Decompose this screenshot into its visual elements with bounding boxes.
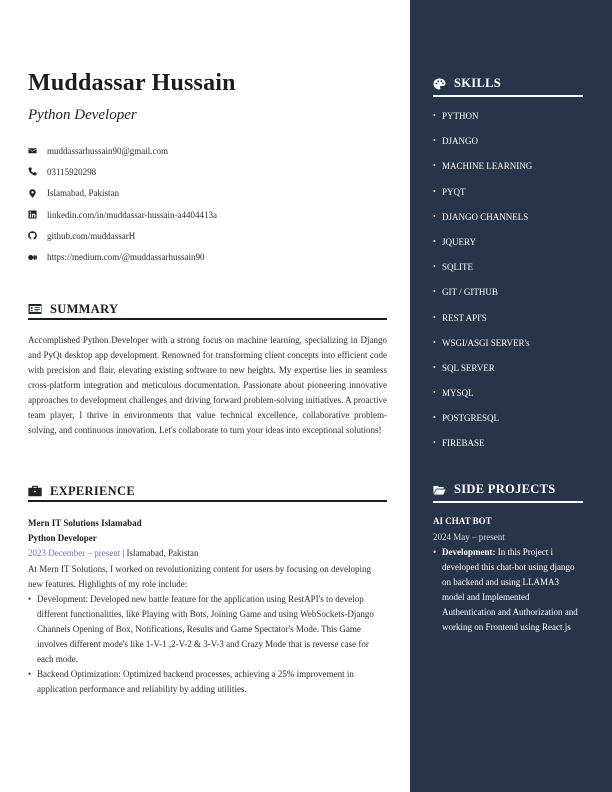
experience-separator: | <box>120 548 127 558</box>
contact-email-text: muddassarhussain90@gmail.com <box>47 145 169 156</box>
medium-icon <box>28 253 47 262</box>
skill-item: • POSTGRESQL <box>433 407 593 432</box>
project-bullet-label: Development: <box>442 547 496 557</box>
side-project-entry <box>433 514 583 635</box>
experience-title: EXPERIENCE <box>50 484 135 498</box>
experience-date: 2023 December – present <box>28 548 121 558</box>
summary-heading <box>28 302 387 320</box>
skills-title: SKILLS <box>454 76 501 90</box>
summary-title: SUMMARY <box>50 302 119 316</box>
contact-location <box>28 183 387 204</box>
skill-item: • SQLITE <box>433 256 593 281</box>
email-icon <box>28 146 47 155</box>
contact-phone-text: 03115920298 <box>47 166 97 177</box>
location-pin-icon <box>28 189 47 198</box>
contact-email[interactable] <box>28 140 387 161</box>
skill-item: • PYTHON <box>433 105 593 130</box>
skill-item: • DJANGO <box>433 130 593 155</box>
skill-item: • MYSQL <box>433 382 593 407</box>
contact-phone[interactable] <box>28 161 387 182</box>
skill-item: • PYQT <box>433 181 593 206</box>
experience-location: Islamabad, Pakistan <box>126 548 199 558</box>
skill-item: • WSGI/ASGI SERVER's <box>433 332 593 357</box>
skills-list <box>433 105 593 458</box>
candidate-name: Muddassar Hussain <box>28 70 236 96</box>
skills-heading <box>433 76 583 97</box>
contact-github-text: github.com/muddassarH <box>47 230 136 241</box>
github-icon <box>28 231 47 240</box>
contact-github[interactable] <box>28 225 387 246</box>
side-projects-title: SIDE PROJECTS <box>454 482 556 496</box>
skill-item: • JQUERY <box>433 231 593 256</box>
project-date: 2024 May – present <box>433 532 505 542</box>
experience-bullets <box>28 592 387 697</box>
candidate-role: Python Developer <box>28 107 137 123</box>
skill-item: • DJANGO CHANNELS <box>433 206 593 231</box>
skill-item: • FIREBASE <box>433 432 593 457</box>
contact-list <box>28 140 387 268</box>
project-bullet-item <box>433 545 583 635</box>
experience-bullet-item: • Backend Optimization: Optimized backend processes, achieving a 25% improvement in application performance and reliability by adding utilities. <box>28 667 387 697</box>
contact-linkedin-text: linkedin.com/in/muddassar-hussain-a4404413a <box>47 209 218 220</box>
experience-description: At Mern IT Solutions, I worked on revolutionizing content for users by focusing on developing new features. Highlights of my role include: <box>28 564 372 589</box>
experience-company: Mern IT Solutions Islamabad <box>28 518 142 528</box>
experience-position: Python Developer <box>28 533 97 543</box>
sidebar <box>410 0 612 792</box>
experience-meta <box>28 546 387 561</box>
contact-medium-text: https://medium.com/@muddassarhussain90 <box>47 252 205 263</box>
side-projects-heading <box>433 482 583 503</box>
project-bullets <box>433 545 583 635</box>
skill-item: • MACHINE LEARNING <box>433 155 593 180</box>
summary-text: Accomplished Python Developer with a strong focus on machine learning, specializing in Django and PyQt desktop app development. Renowned for transforming client concepts into efficient code with precision and flair, elevating existing software to new heights. My expertise lies in seamless cross-platform integration and meticulous documentation. Passionate about pioneering innovative approaches to development challenges and driving forward problem-solving initiatives. A proactive team player, I thrive in environments that value technical excellence, collaborative problem-solving, and continuous innovation. Let's collaborate to turn your ideas into exceptional solutions! <box>28 335 387 435</box>
project-bullet-text: In this Project i developed this chat-bot using django on backend and using LLAMA3 model and Implemented Authentication and Authorization and working on Frontend using React.js <box>442 547 578 632</box>
folder-open-icon <box>433 484 446 496</box>
contact-medium[interactable] <box>28 246 387 267</box>
phone-icon <box>28 167 47 176</box>
id-card-icon <box>28 303 42 315</box>
skill-item: • SQL SERVER <box>433 357 593 382</box>
experience-entry <box>28 516 387 697</box>
contact-linkedin[interactable] <box>28 204 387 225</box>
briefcase-icon <box>28 485 42 497</box>
experience-heading <box>28 484 387 502</box>
linkedin-icon <box>28 210 47 219</box>
project-title: AI CHAT BOT <box>433 516 492 526</box>
palette-icon <box>433 78 446 90</box>
skill-item: • REST API'S <box>433 307 593 332</box>
experience-bullet-item: • Development: Developed new battle feature for the application using RestAPI's to develop different functionalities, like Playing with Bots, Joining Game and using WebSockets-Django Channels Opening of Box, Notifications, Results and Game Spectator's Mode. This Game involves different mode's like 1-V-1 ,2-V-2 & 3-V-3 and Crazy Mode that is reverse case for each mode. <box>28 592 387 667</box>
skill-item: • GIT / GITHUB <box>433 281 593 306</box>
contact-location-text: Islamabad, Pakistan <box>47 188 119 199</box>
